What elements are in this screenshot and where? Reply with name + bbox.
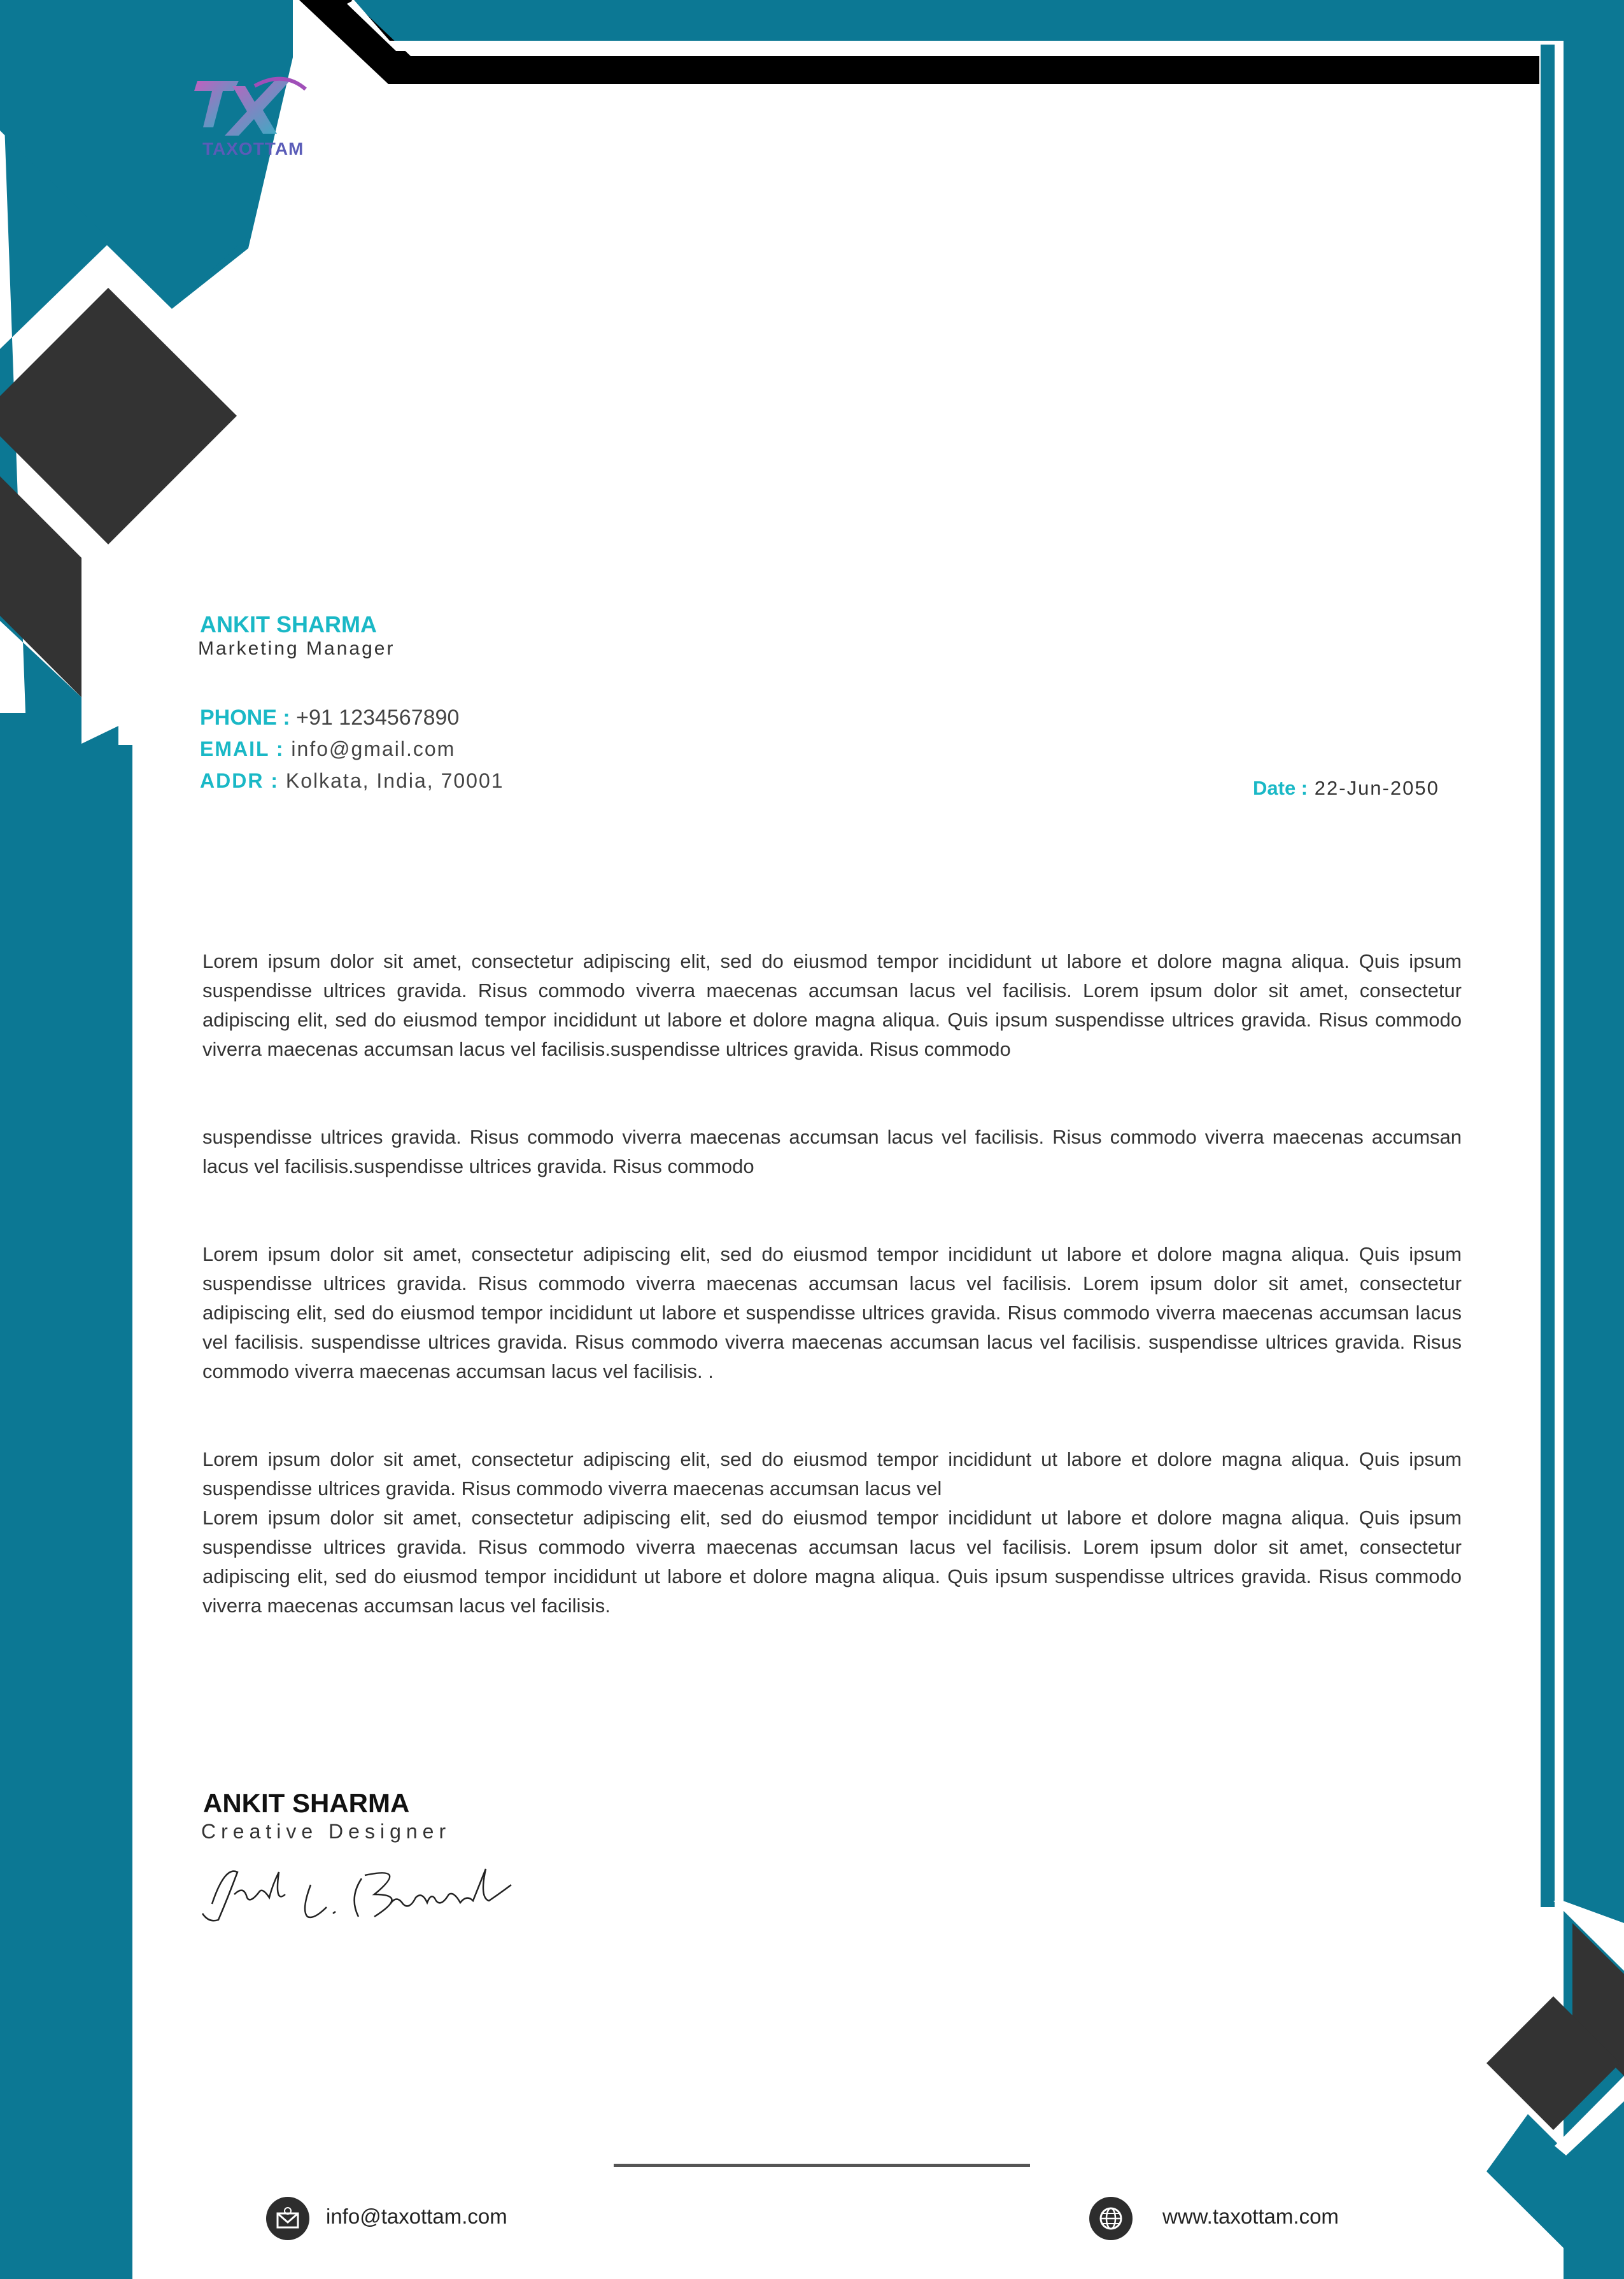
contact-phone: [200, 706, 459, 730]
company-logo-text: TAXOTTAM: [202, 139, 304, 159]
body-paragraph: suspendisse ultrices gravida. Risus commodo viverra maecenas accumsan lacus vel facilisis. Risus commodo viverra maecenas accumsan lacus vel facilisis.suspendisse ultrices gravida. Risus commodo: [202, 1126, 1462, 1177]
left-dark-diamond: [0, 288, 237, 544]
phone-value: +91 1234567890: [296, 706, 460, 730]
phone-label: PHONE :: [200, 706, 290, 730]
left-teal-inner-column: [118, 745, 132, 2279]
letter-date: [1253, 777, 1439, 800]
top-teal-band: [354, 0, 1624, 41]
right-white-gap: [1555, 45, 1564, 1910]
date-label: Date :: [1253, 777, 1308, 799]
email-value: info@gmail.com: [291, 737, 456, 760]
handwritten-signature: [199, 1859, 524, 1929]
right-teal-inner-column: [1541, 45, 1555, 1907]
contact-email: [200, 737, 455, 761]
body-paragraph: Lorem ipsum dolor sit amet, consectetur adipiscing elit, sed do eiusmod tempor incididunt ut labore et dolore magna aliqua. Quis ipsum suspendisse ultrices gravida. Risus commodo viverra maecenas accumsan lacus vel facilisis. Lorem ipsum dolor sit amet, consectetur adipiscing elit, sed do eiusmod tempor incididunt ut labore et dolore magna aliqua. Quis ipsum suspendisse ultrices gravida. Risus commodo viverra maecenas accumsan lacus vel facilisis.suspendisse ultrices gravida. Risus commodo: [202, 950, 1462, 1060]
date-value: 22-Jun-2050: [1314, 777, 1439, 799]
body-paragraph: Lorem ipsum dolor sit amet, consectetur adipiscing elit, sed do eiusmod tempor incididunt ut labore et dolore magna aliqua. Quis ipsum suspendisse ultrices gravida. Risus commodo viverra maecenas accumsan lacus vel: [202, 1448, 1462, 1500]
body-paragraph: Lorem ipsum dolor sit amet, consectetur adipiscing elit, sed do eiusmod tempor incididunt ut labore et dolore magna aliqua. Quis ipsum suspendisse ultrices gravida. Risus commodo viverra maecenas accumsan lacus vel facilisis. Lorem ipsum dolor sit amet, consectetur adipiscing elit, sed do eiusmod tempor incididunt ut labore et dolore magna aliqua. Quis ipsum suspendisse ultrices gravida. Risus commodo viverra maecenas accumsan lacus vel facilisis.: [202, 1507, 1462, 1617]
footer-divider: [614, 2164, 1030, 2167]
globe-icon: [1089, 2197, 1133, 2240]
mail-icon: [266, 2197, 309, 2240]
address-value: Kolkata, India, 70001: [285, 769, 504, 792]
left-teal-column: [0, 713, 81, 2279]
email-label: EMAIL :: [200, 737, 285, 760]
body-paragraph-group: [202, 1445, 1462, 1621]
signature-title: Creative Designer: [201, 1820, 451, 1843]
signature-name: ANKIT SHARMA: [203, 1788, 410, 1818]
footer-website[interactable]: www.taxottam.com: [1162, 2204, 1339, 2228]
sender-title: Marketing Manager: [198, 638, 395, 659]
contact-address: [200, 769, 504, 793]
address-label: ADDR :: [200, 769, 279, 792]
body-paragraph: Lorem ipsum dolor sit amet, consectetur adipiscing elit, sed do eiusmod tempor incididunt ut labore et dolore magna aliqua. Quis ipsum suspendisse ultrices gravida. Risus commodo viverra maecenas accumsan lacus vel facilisis. Lorem ipsum dolor sit amet, consectetur adipiscing elit, sed do eiusmod tempor incididunt ut labore et suspendisse ultrices gravida. Risus commodo viverra maecenas accumsan lacus vel facilisis. suspendisse ultrices gravida. Risus commodo viverra maecenas accumsan lacus vel facilisis. suspendisse ultrices gravida. Risus commodo viverra maecenas accumsan lacus vel facilisis. .: [202, 1243, 1462, 1382]
sender-name: ANKIT SHARMA: [200, 611, 377, 637]
footer-email[interactable]: info@taxottam.com: [326, 2204, 507, 2228]
